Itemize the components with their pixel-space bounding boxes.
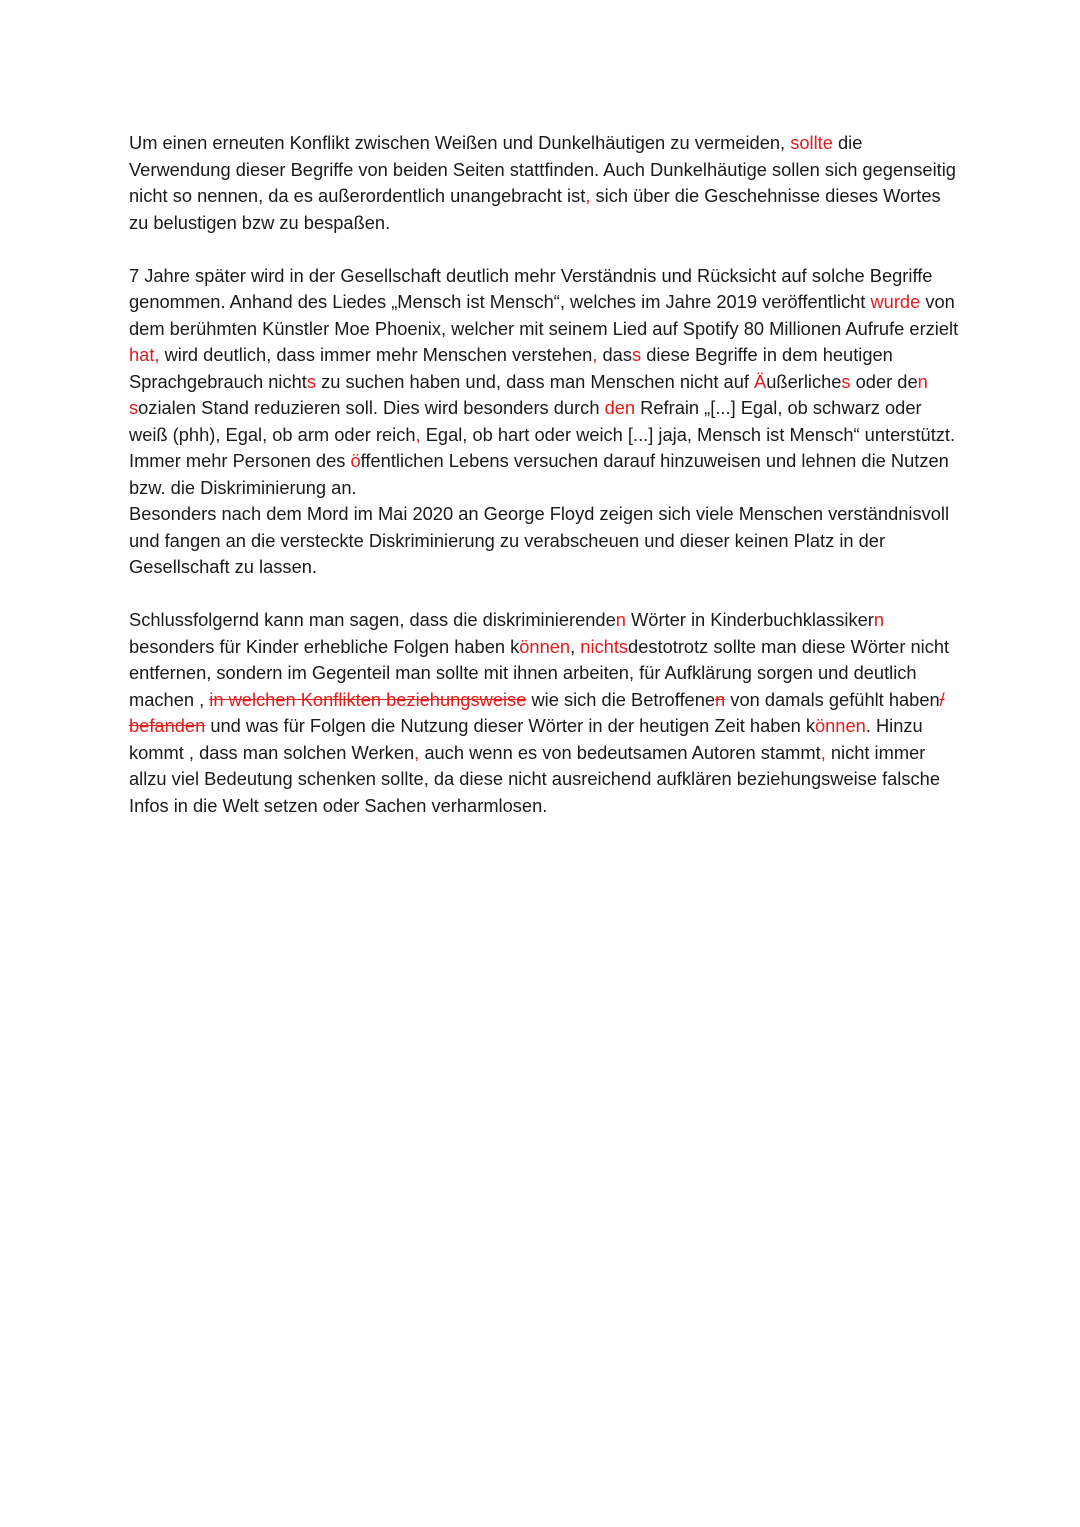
correction-mark: , <box>415 423 421 445</box>
text-segment: auch wenn es von bedeutsamen Autoren stammt <box>419 741 821 763</box>
strikethrough-deletion: / befanden <box>129 688 945 736</box>
text-segment: das <box>597 344 632 365</box>
strikethrough-deletion: n <box>715 688 726 710</box>
correction-mark: , <box>820 741 826 763</box>
correction-mark: s <box>632 344 642 365</box>
text-segment: zu suchen haben und, dass man Menschen nicht auf <box>316 370 755 392</box>
text-segment: oder de <box>850 370 918 392</box>
strikethrough-deletion: in welchen Konflikten beziehungsweise <box>209 688 527 710</box>
correction-mark: , <box>585 185 591 206</box>
paragraph-spacer <box>129 236 959 263</box>
text-segment: Um einen erneuten Konflikt zwischen Weißen und Dunkelhäutigen zu vermeiden, <box>129 132 791 153</box>
correction-mark: n s <box>129 370 928 418</box>
text-segment: von damals gefühlt haben <box>725 688 940 710</box>
text-segment: von dem berühmten Künstler Moe Phoenix, welcher mit seinem Lied auf Spotify 80 Millionen Aufrufe erzielt <box>129 291 959 339</box>
paragraph-conclusion <box>129 607 959 819</box>
correction-mark: den <box>604 397 636 418</box>
paragraph-spacer <box>129 581 959 608</box>
text-segment: die Verwendung dieser Begriffe von beiden Seiten stattfinden. Auch Dunkelhäutige sollen sich gegenseitig nicht so nennen, da es außerordentlich unangebracht ist <box>129 132 956 206</box>
text-segment: diese Begriffe in dem heutigen Sprachgebrauch nicht <box>129 344 893 392</box>
text-segment: Wörter in Kinderbuchklassiker <box>625 609 874 630</box>
text-segment: . Hinzu kommt , dass man solchen Werken <box>129 715 923 763</box>
text-segment: Egal, ob hart oder weich [...] jaja, Mensch ist Mensch“ unterstützt. Immer mehr Personen des <box>129 423 956 471</box>
correction-mark: nichts <box>580 635 629 657</box>
text-segment: , <box>570 635 581 657</box>
text-segment: 7 Jahre später wird in der Gesellschaft deutlich mehr Verständnis und Rücksicht auf solche Begriffe genommen. Anhand des Liedes „Mensch ist Mensch“, welches im Jahre 2019 veröffentlicht <box>129 264 933 312</box>
text-segment: nicht immer allzu viel Bedeutung schenken sollte, da diese nicht ausreichend aufklären beziehungsweise falsche Infos in die Welt setzen oder Sachen verharmlosen. <box>129 741 940 816</box>
text-segment: ffentlichen Lebens versuchen darauf hinzuweisen und lehnen die Nutzen bzw. die Diskriminierung an. <box>129 450 949 498</box>
correction-mark: hat, <box>129 344 160 365</box>
text-segment: destotrotz sollte man diese Wörter nicht entfernen, sondern im Gegenteil man sollte mit ihnen arbeiten, für Aufklärung sorgen und deutlich machen , <box>129 635 950 710</box>
correction-mark: Ä <box>754 370 767 392</box>
correction-mark: sollte <box>790 132 833 153</box>
text-segment: wird deutlich, dass immer mehr Menschen verstehen <box>159 344 593 365</box>
correction-mark: ö <box>350 450 361 471</box>
text-segment: Besonders nach dem Mord im Mai 2020 an George Floyd zeigen sich viele Menschen verständnisvoll und fangen an die versteckte Diskriminierung zu verabscheuen und dieser keinen Platz in der Gesellschaft zu lassen. <box>129 503 950 577</box>
text-segment: ozialen Stand reduzieren soll. Dies wird besonders durch <box>138 397 605 418</box>
text-segment: ußerliche <box>766 370 842 392</box>
correction-mark: önnen <box>814 715 866 736</box>
correction-mark: n <box>615 609 626 630</box>
correction-mark: wurde <box>870 291 921 312</box>
text-segment: Schlussfolgernd kann man sagen, dass die diskriminierende <box>129 609 616 630</box>
correction-mark: önnen <box>519 635 571 657</box>
text-segment: und was für Folgen die Nutzung dieser Wörter in der heutigen Zeit haben k <box>205 715 815 736</box>
paragraph-george-floyd <box>129 501 959 581</box>
correction-mark: n <box>873 609 885 630</box>
text-segment: besonders für Kinder erhebliche Folgen haben k <box>129 635 520 657</box>
paragraph-conflict <box>129 130 959 236</box>
text-segment: wie sich die Betroffene <box>526 688 716 710</box>
text-segment: sich über die Geschehnisse dieses Wortes zu belustigen bzw zu bespaßen. <box>129 185 941 233</box>
text-segment: Refrain „[...] Egal, ob schwarz oder weiß (phh), Egal, ob arm oder reich <box>129 397 922 445</box>
correction-mark: s <box>841 370 851 392</box>
correction-mark: , <box>414 741 420 763</box>
document-page <box>129 130 959 819</box>
correction-mark: s <box>306 370 316 392</box>
paragraph-song-example <box>129 263 959 502</box>
correction-mark: , <box>592 344 598 365</box>
